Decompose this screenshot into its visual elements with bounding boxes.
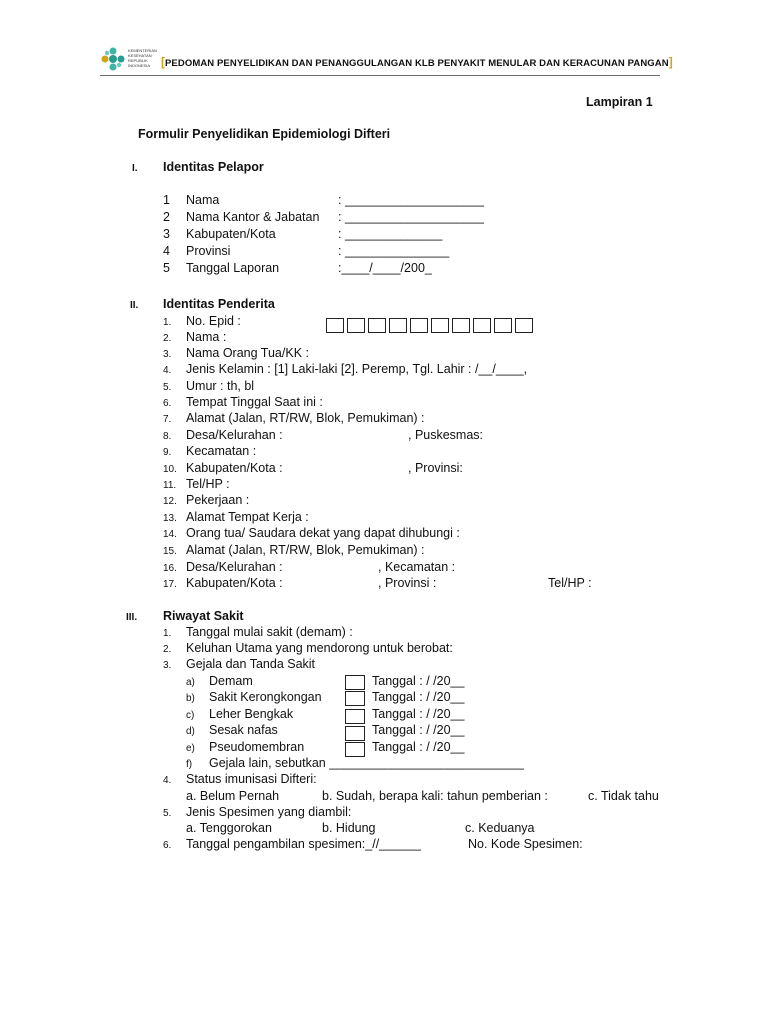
symptom-label: Leher Bengkak bbox=[209, 707, 294, 721]
section-title: Identitas Penderita bbox=[163, 297, 275, 311]
immunization-option-c[interactable]: c. Tidak tahu bbox=[588, 789, 659, 803]
item-label: Kabupaten/Kota : bbox=[186, 576, 283, 590]
epid-digit-box[interactable] bbox=[431, 318, 449, 333]
field-label: Provinsi bbox=[186, 244, 231, 258]
symptom-letter: e) bbox=[186, 743, 195, 754]
attachment-label: Lampiran 1 bbox=[586, 95, 653, 109]
field-number: 1 bbox=[163, 193, 170, 207]
item-label: Nama : bbox=[186, 330, 227, 344]
item-number: 9. bbox=[163, 447, 172, 458]
header-title bbox=[161, 53, 673, 71]
item-number: 15. bbox=[163, 546, 177, 557]
item-number: 12. bbox=[163, 496, 177, 507]
item-number: 11. bbox=[163, 480, 177, 491]
item-label: Kabupaten/Kota : bbox=[186, 461, 283, 475]
specimen-code-label: No. Kode Spesimen: bbox=[468, 837, 583, 851]
section-numeral: I. bbox=[132, 163, 138, 174]
item-label: Nama Orang Tua/KK : bbox=[186, 346, 309, 360]
logo-line: REPUBLIK bbox=[128, 58, 148, 63]
epid-digit-box[interactable] bbox=[347, 318, 365, 333]
field-label: Tanggal Laporan bbox=[186, 261, 280, 275]
epid-digit-box[interactable] bbox=[494, 318, 512, 333]
symptom-date: Tanggal : / /20__ bbox=[372, 690, 465, 704]
symptom-checkbox[interactable] bbox=[345, 742, 365, 757]
item-number: 1. bbox=[163, 628, 172, 639]
item-label: Desa/Kelurahan : bbox=[186, 428, 283, 442]
item-label: Alamat (Jalan, RT/RW, Blok, Pemukiman) : bbox=[186, 411, 425, 425]
field-number: 4 bbox=[163, 244, 170, 258]
item-number: 5. bbox=[163, 382, 172, 393]
field-value[interactable]: : ______________ bbox=[338, 227, 443, 241]
field-value[interactable]: :____/____/200_ bbox=[338, 261, 432, 275]
field-label: Nama Kantor & Jabatan bbox=[186, 210, 320, 224]
field-value[interactable]: : _______________ bbox=[338, 244, 450, 258]
logo-text bbox=[128, 48, 157, 68]
item-label: Pekerjaan : bbox=[186, 493, 250, 507]
epid-digit-box[interactable] bbox=[473, 318, 491, 333]
header-title-text: PEDOMAN PENYELIDIKAN DAN PENANGGULANGAN KLB PENYAKIT MENULAR DAN KERACUNAN PANGAN bbox=[165, 58, 669, 69]
epid-digit-box[interactable] bbox=[410, 318, 428, 333]
specimen-option-a[interactable]: a. Tenggorokan bbox=[186, 821, 272, 835]
header-divider bbox=[100, 75, 660, 76]
item-label: Gejala dan Tanda Sakit bbox=[186, 657, 316, 671]
section-title: Riwayat Sakit bbox=[163, 609, 244, 623]
symptom-checkbox[interactable] bbox=[345, 675, 365, 690]
item-label: Umur : th, bl bbox=[186, 379, 255, 393]
item-number: 1. bbox=[163, 317, 172, 328]
specimen-option-b[interactable]: b. Hidung bbox=[322, 821, 376, 835]
item-label: Tanggal mulai sakit (demam) : bbox=[186, 625, 353, 639]
item-number: 17. bbox=[163, 579, 177, 590]
field-label: Nama bbox=[186, 193, 220, 207]
item-extra: , Provinsi : bbox=[378, 576, 437, 590]
immunization-option-b[interactable]: b. Sudah, berapa kali: tahun pemberian : bbox=[322, 789, 548, 803]
section-title: Identitas Pelapor bbox=[163, 160, 264, 174]
specimen-option-c[interactable]: c. Keduanya bbox=[465, 821, 535, 835]
field-value[interactable]: : ____________________ bbox=[338, 210, 484, 224]
form-title: Formulir Penyelidikan Epidemiologi Difteri bbox=[138, 127, 391, 141]
symptom-checkbox[interactable] bbox=[345, 726, 365, 741]
item-extra: , Provinsi: bbox=[408, 461, 463, 475]
other-symptom-field[interactable]: Gejala lain, sebutkan ____________________________ bbox=[209, 756, 524, 770]
symptom-date: Tanggal : / /20__ bbox=[372, 740, 465, 754]
item-number: 10. bbox=[163, 464, 177, 475]
section-numeral: III. bbox=[126, 612, 138, 623]
item-number: 14. bbox=[163, 529, 177, 540]
symptom-letter: a) bbox=[186, 677, 195, 688]
bracket-open: [ bbox=[161, 55, 165, 69]
item-label: Tempat Tinggal Saat ini : bbox=[186, 395, 323, 409]
item-extra: , Puskesmas: bbox=[408, 428, 484, 442]
item-label: Alamat Tempat Kerja : bbox=[186, 510, 309, 524]
specimen-date-field[interactable]: Tanggal pengambilan spesimen:_//______ bbox=[186, 837, 421, 851]
item-number: 2. bbox=[163, 333, 172, 344]
symptom-date: Tanggal : / /20__ bbox=[372, 723, 465, 737]
item-number: 8. bbox=[163, 431, 172, 442]
symptom-letter: f) bbox=[186, 759, 193, 770]
symptom-checkbox[interactable] bbox=[345, 691, 365, 706]
symptom-letter: d) bbox=[186, 726, 195, 737]
field-number: 5 bbox=[163, 261, 170, 275]
symptom-letter: b) bbox=[186, 693, 195, 704]
item-number: 2. bbox=[163, 644, 172, 655]
item-number: 3. bbox=[163, 349, 172, 360]
symptom-date: Tanggal : / /20__ bbox=[372, 707, 465, 721]
epid-digit-box[interactable] bbox=[326, 318, 344, 333]
symptom-label: Demam bbox=[209, 674, 253, 688]
item-label: Kecamatan : bbox=[186, 444, 257, 458]
logo-line: KESEHATAN bbox=[128, 53, 152, 58]
symptom-date: Tanggal : / /20__ bbox=[372, 674, 465, 688]
logo-line: INDONESIA bbox=[128, 63, 151, 68]
symptom-label: Sakit Kerongkongan bbox=[209, 690, 322, 704]
field-number: 2 bbox=[163, 210, 170, 224]
item-extra: Tel/HP : bbox=[548, 576, 592, 590]
item-label: Jenis Kelamin : [1] Laki-laki [2]. Peremр, Tgl. Lahir : /__/____, bbox=[186, 362, 528, 376]
item-label: Jenis Spesimen yang diambil: bbox=[186, 805, 352, 819]
item-label: Status imunisasi Difteri: bbox=[186, 772, 317, 786]
symptom-label: Pseudomembran bbox=[209, 740, 305, 754]
item-number: 5. bbox=[163, 808, 172, 819]
symptom-label: Sesak nafas bbox=[209, 723, 278, 737]
item-number: 4. bbox=[163, 775, 172, 786]
epid-digit-box[interactable] bbox=[515, 318, 533, 333]
item-label: Desa/Kelurahan : bbox=[186, 560, 283, 574]
item-number: 6. bbox=[163, 398, 172, 409]
item-number: 13. bbox=[163, 513, 177, 524]
ministry-logo-icon bbox=[100, 46, 126, 72]
item-number: 3. bbox=[163, 660, 172, 671]
bracket-close: ] bbox=[668, 55, 673, 69]
symptom-letter: c) bbox=[186, 710, 195, 721]
item-number: 6. bbox=[163, 840, 172, 851]
epid-digit-box[interactable] bbox=[368, 318, 386, 333]
epid-digit-box[interactable] bbox=[389, 318, 407, 333]
section-numeral: II. bbox=[130, 300, 139, 311]
item-label: Tel/HP : bbox=[186, 477, 230, 491]
item-label: No. Epid : bbox=[186, 314, 241, 328]
field-label: Kabupaten/Kota bbox=[186, 227, 276, 241]
item-number: 7. bbox=[163, 414, 172, 425]
symptom-checkbox[interactable] bbox=[345, 709, 365, 724]
immunization-option-a[interactable]: a. Belum Pernah bbox=[186, 789, 280, 803]
epid-digit-box[interactable] bbox=[452, 318, 470, 333]
item-label: Keluhan Utama yang mendorong untuk berobat: bbox=[186, 641, 453, 655]
item-number: 16. bbox=[163, 563, 177, 574]
epid-number-boxes[interactable] bbox=[326, 318, 536, 333]
item-label: Alamat (Jalan, RT/RW, Blok, Pemukiman) : bbox=[186, 543, 425, 557]
item-extra: , Kecamatan : bbox=[378, 560, 456, 574]
field-value[interactable]: : ____________________ bbox=[338, 193, 484, 207]
field-number: 3 bbox=[163, 227, 170, 241]
item-label: Orang tua/ Saudara dekat yang dapat dihubungi : bbox=[186, 526, 460, 540]
item-number: 4. bbox=[163, 365, 172, 376]
logo-line: KEMENTERIAN bbox=[128, 48, 157, 53]
